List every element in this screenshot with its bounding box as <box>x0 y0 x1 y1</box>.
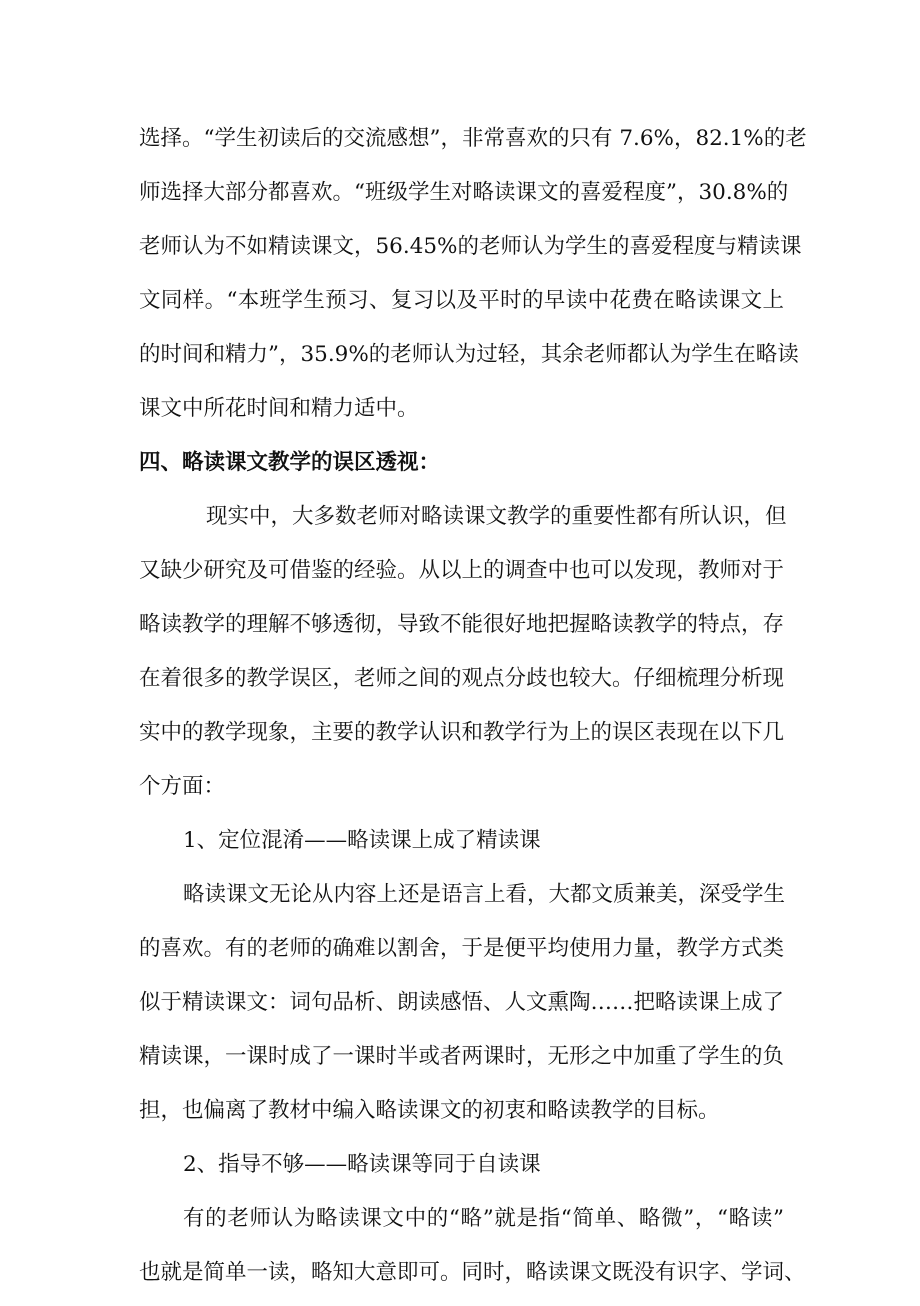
text-line: 有的老师认为略读课文中的“略”就是指“简单、略微”，“略读” <box>183 1206 784 1231</box>
text-line: 个方面： <box>139 774 226 799</box>
item-1-title: 1、定位混淆——略读课上成了精读课 <box>183 828 541 853</box>
text-line: 的时间和精力”，35.9%的老师认为过轻，其余老师都认为学生在略读 <box>139 342 799 367</box>
text-line: 又缺少研究及可借鉴的经验。从以上的调查中也可以发现，教师对于 <box>139 558 785 583</box>
document-body <box>139 118 807 1306</box>
text-line: 似于精读课文：词句品析、朗读感悟、人文熏陶……把略读课上成了 <box>139 990 785 1015</box>
text-line: 的喜欢。有的老师的确难以割舍，于是便平均使用力量，教学方式类 <box>139 936 785 961</box>
text-line: 课文中所花时间和精力适中。 <box>139 396 419 421</box>
text-line: 精读课，一课时成了一课时半或者两课时，无形之中加重了学生的负 <box>139 1044 785 1069</box>
text-line: 略读课文无论从内容上还是语言上看，大都文质兼美，深受学生 <box>183 882 786 907</box>
text-line: 现实中，大多数老师对略读课文教学的重要性都有所认识，但 <box>206 504 787 529</box>
item-2-title: 2、指导不够——略读课等同于自读课 <box>183 1152 541 1177</box>
text-line: 担，也偏离了教材中编入略读课文的初衷和略读教学的目标。 <box>139 1098 720 1123</box>
text-line: 略读教学的理解不够透彻，导致不能很好地把握略读教学的特点，存 <box>139 612 785 637</box>
text-line: 老师认为不如精读课文，56.45%的老师认为学生的喜爱程度与精读课 <box>139 234 802 259</box>
text-line: 师选择大部分都喜欢。“班级学生对略读课文的喜爱程度”，30.8%的 <box>139 180 789 205</box>
section-heading: 四、略读课文教学的误区透视： <box>139 450 441 475</box>
text-line: 也就是简单一读，略知大意即可。同时，略读课文既没有识字、学词、 <box>139 1260 806 1285</box>
text-line: 实中的教学现象，主要的教学认识和教学行为上的误区表现在以下几 <box>139 720 785 745</box>
text-line: 在着很多的教学误区，老师之间的观点分歧也较大。仔细梳理分析现 <box>139 666 785 691</box>
text-line: 文同样。“本班学生预习、复习以及平时的早读中花费在略读课文上 <box>139 288 784 313</box>
text-line: 选择。“学生初读后的交流感想”，非常喜欢的只有 7.6%，82.1%的老 <box>139 126 807 151</box>
